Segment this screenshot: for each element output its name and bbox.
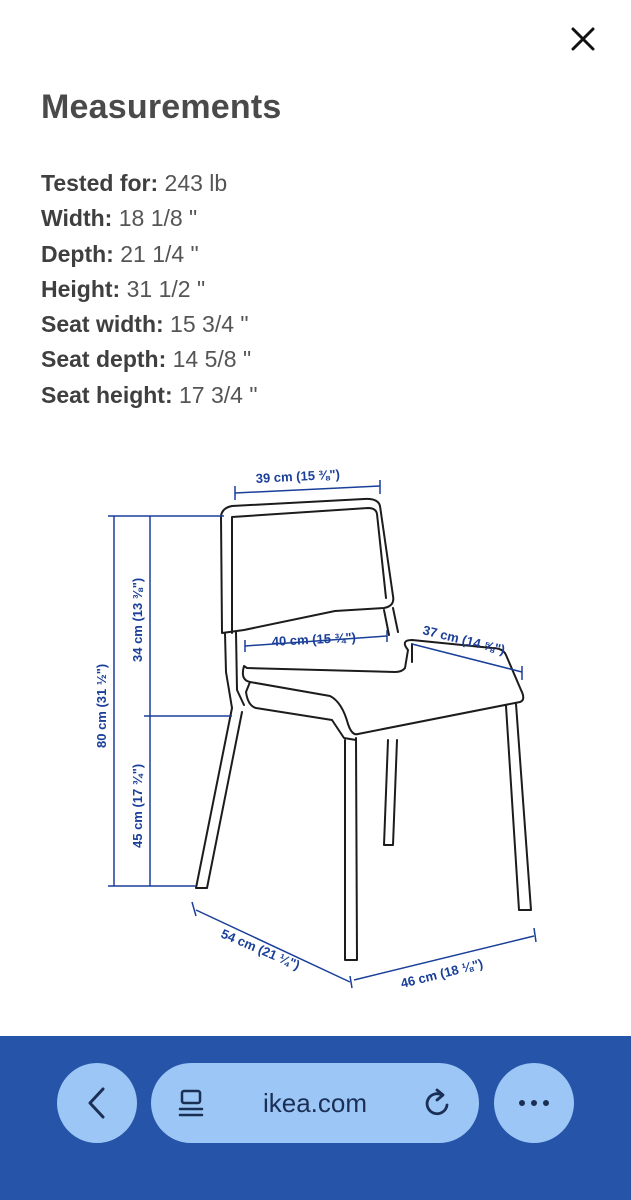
- dimension-lines: [108, 480, 536, 988]
- spec-label: Seat width:: [41, 311, 164, 338]
- spec-seat-width: [41, 307, 258, 342]
- spec-height: [41, 272, 258, 307]
- dim-seat-height: 45 cm (17 ¾"): [130, 763, 145, 848]
- close-button[interactable]: [566, 22, 600, 56]
- spec-label: Tested for:: [41, 170, 159, 196]
- spec-tested-for: [41, 166, 258, 201]
- more-icon: [516, 1099, 552, 1107]
- dim-back-width: 39 cm (15 ⅜"): [255, 466, 341, 486]
- dim-seat-width: 40 cm (15 ¾"): [271, 629, 357, 649]
- spec-value: 243 lb: [158, 170, 228, 196]
- address-bar[interactable]: [151, 1063, 479, 1143]
- spec-seat-height: [41, 378, 258, 413]
- dim-width: 46 cm (18 ⅛"): [399, 955, 485, 991]
- dim-back-height: 34 cm (13 ⅜"): [130, 577, 145, 662]
- dim-seat-depth: 37 cm (14 ⅝"): [421, 622, 507, 658]
- spec-value: 17 3/4 ": [172, 381, 258, 408]
- reload-icon[interactable]: [423, 1087, 453, 1119]
- chevron-left-icon: [86, 1086, 108, 1120]
- spec-label: Seat height:: [41, 381, 173, 408]
- spec-width: [41, 201, 258, 236]
- spec-value: 18 1/8 ": [112, 205, 198, 232]
- measurements-list: [41, 166, 258, 413]
- browser-toolbar: [0, 1036, 631, 1200]
- dim-depth: 54 cm (21 ¼"): [218, 925, 303, 973]
- close-icon: [571, 27, 595, 51]
- dim-total-height: 80 cm (31 ½"): [94, 663, 109, 748]
- spec-label: Seat depth:: [41, 346, 167, 373]
- spec-value: 21 1/4 ": [113, 240, 199, 267]
- chair-drawing: [196, 499, 531, 960]
- spec-value: 15 3/4 ": [163, 311, 249, 338]
- back-button[interactable]: [57, 1063, 137, 1143]
- page-title: Measurements: [41, 88, 282, 126]
- spec-seat-depth: [41, 342, 258, 377]
- spec-depth: [41, 237, 258, 272]
- spec-label: Height:: [41, 275, 121, 302]
- chair-dimension-diagram: [0, 440, 631, 1030]
- spec-value: 31 1/2 ": [120, 275, 206, 302]
- url-text: ikea.com: [262, 1088, 368, 1118]
- more-button[interactable]: [494, 1063, 574, 1143]
- spec-label: Depth:: [41, 240, 114, 267]
- spec-label: Width:: [41, 205, 113, 232]
- spec-value: 14 5/8 ": [166, 346, 252, 373]
